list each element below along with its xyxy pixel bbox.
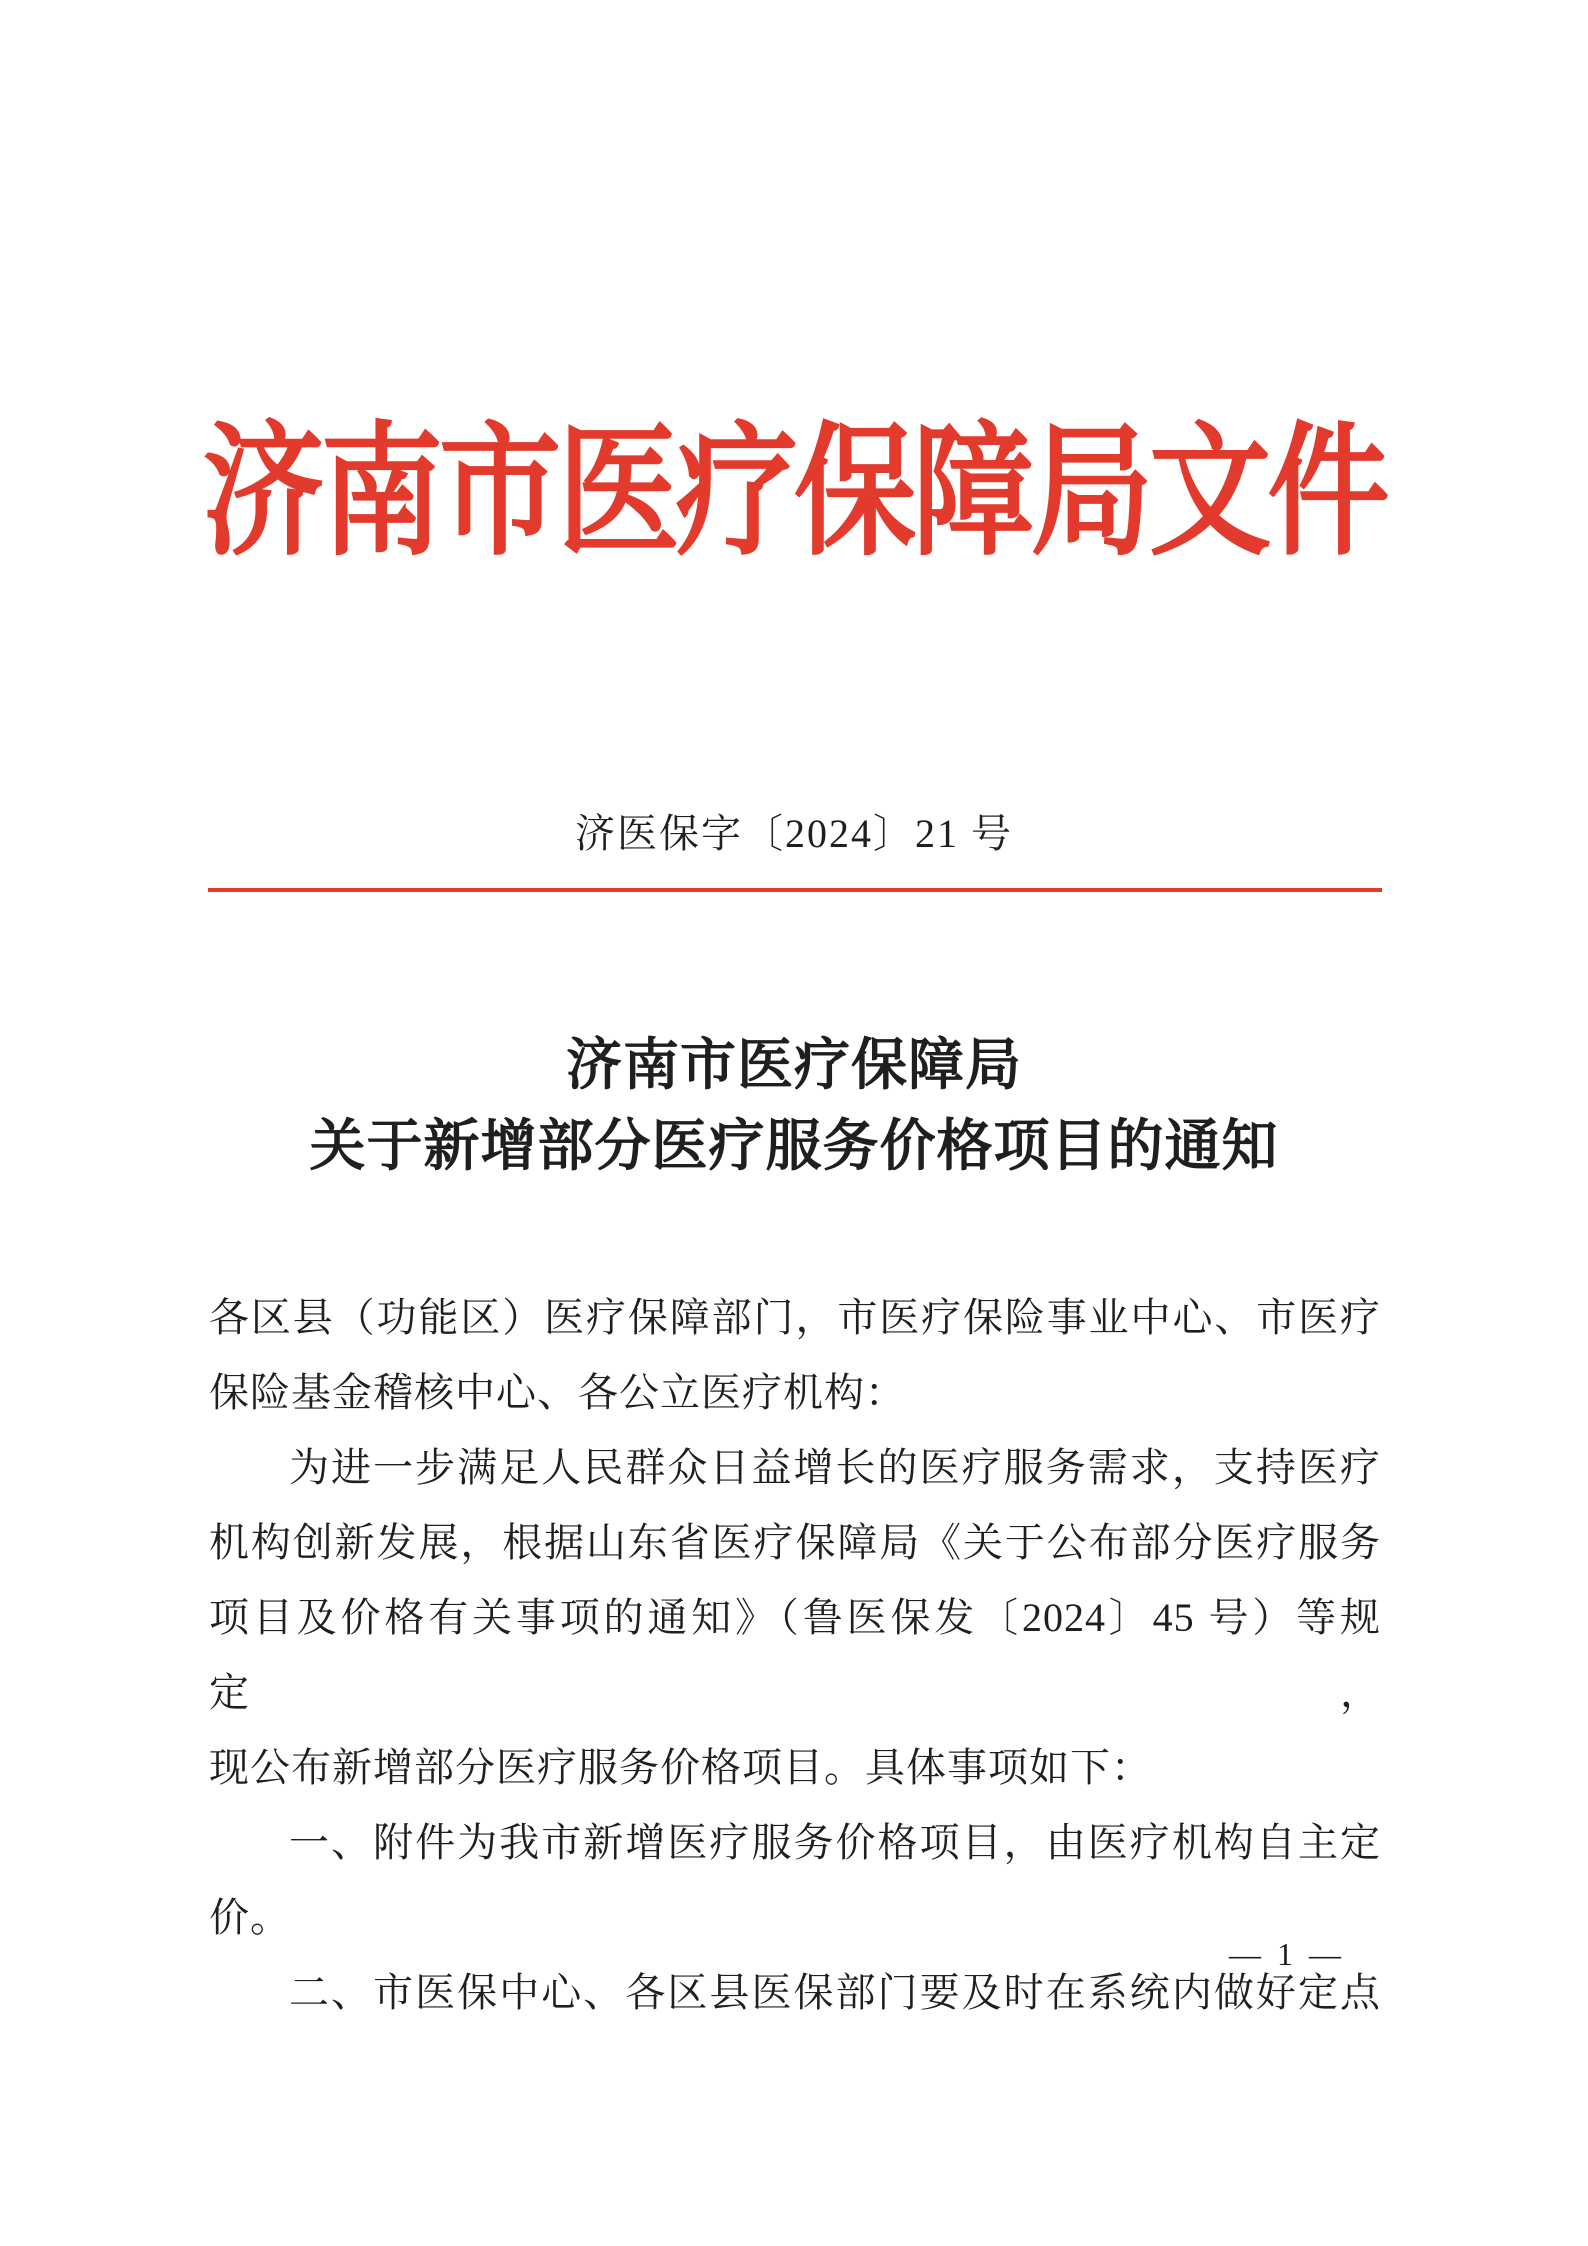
body-line: 一、附件为我市新增医疗服务价格项目，由医疗机构自主定 bbox=[289, 1820, 1381, 1865]
notice-title-line1: 济南市医疗保障局 bbox=[566, 1035, 1022, 1097]
red-header-agency-title: 济南市医疗保障局文件 bbox=[202, 414, 1386, 574]
body-line: 价。 bbox=[209, 1895, 291, 1940]
body-line: 项目及价格有关事项的通知》（鲁医保发〔2024〕45 号）等规定， bbox=[209, 1595, 1381, 1715]
body-line: 机构创新发展，根据山东省医疗保障局《关于公布部分医疗服务 bbox=[209, 1520, 1381, 1565]
body-line: 二、市医保中心、各区县医保部门要及时在系统内做好定点 bbox=[289, 1970, 1381, 2015]
red-divider-line bbox=[208, 888, 1382, 892]
body-line: 各区县（功能区）医疗保障部门，市医疗保险事业中心、市医疗 bbox=[209, 1295, 1381, 1340]
document-reference-number: 济医保字〔2024〕21 号 bbox=[575, 811, 1013, 856]
page-number: — 1 — bbox=[1229, 1936, 1345, 1972]
notice-body-text bbox=[209, 1280, 1381, 2030]
body-line: 保险基金稽核中心、各公立医疗机构： bbox=[209, 1370, 906, 1415]
body-line: 现公布新增部分医疗服务价格项目。具体事项如下： bbox=[209, 1745, 1152, 1790]
body-line: 为进一步满足人民群众日益增长的医疗服务需求，支持医疗 bbox=[289, 1445, 1381, 1490]
notice-title bbox=[0, 1026, 1588, 1188]
notice-title-line2: 关于新增部分医疗服务价格项目的通知 bbox=[309, 1116, 1279, 1178]
